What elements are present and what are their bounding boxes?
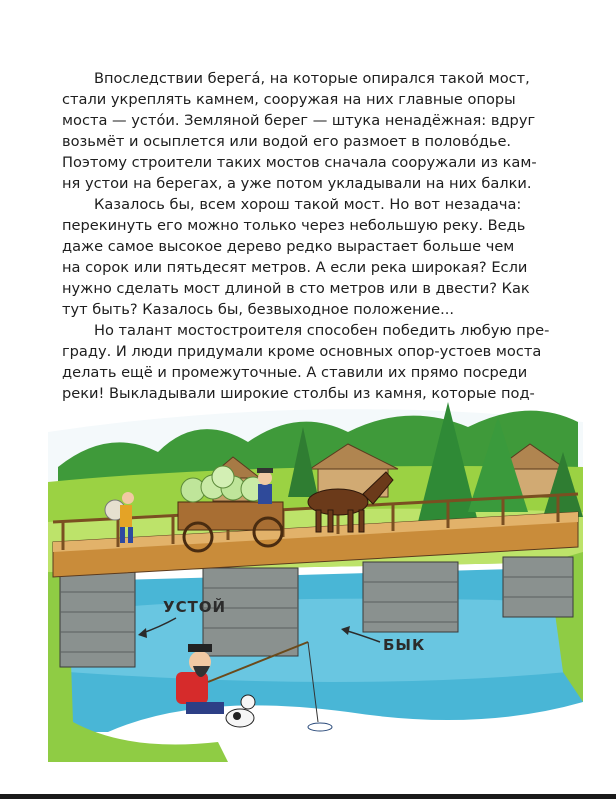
article-text <box>62 68 562 404</box>
abutment-left <box>60 572 135 667</box>
text-line: Но талант мостостроителя способен победить любую пре- <box>94 322 550 339</box>
text-line: Впоследствии берегá, на которые опирался такой мост, <box>94 70 530 87</box>
bridge-illustration <box>48 372 583 762</box>
label-abutment: УСТОЙ <box>163 598 227 616</box>
text-line: стали укреплять камнем, сооружая на них главные опоры <box>62 91 516 108</box>
paragraph-1 <box>62 68 562 194</box>
text-line: реки! Выкладывали широкие столбы из камня, которые под- <box>62 385 535 402</box>
label-pier: БЫК <box>383 636 426 654</box>
text-line: ня устои на берегах, а уже потом укладывали на них балки. <box>62 175 532 192</box>
text-line: моста — устóи. Земляной берег — штука ненадёжная: вдруг <box>62 112 536 129</box>
text-line: делать ещё и промежуточные. А ставили их прямо посреди <box>62 364 528 381</box>
page-bottom-bar <box>0 794 616 799</box>
text-line: граду. И люди придумали кроме основных опор-устоев моста <box>62 343 542 360</box>
river-light <box>68 599 568 682</box>
text-line: на сорок или пятьдесят метров. А если река широкая? Если <box>62 259 528 276</box>
text-line: Поэтому строители таких мостов сначала сооружали из кам- <box>62 154 537 171</box>
text-line: перекинуть его можно только через небольшую реку. Ведь <box>62 217 526 234</box>
text-line: тут быть? Казалось бы, безвыходное положение... <box>62 301 454 318</box>
paragraph-2 <box>62 194 562 320</box>
text-line: возьмёт и осыплется или водой его размоет в половóдье. <box>62 133 512 150</box>
abutment-right <box>503 557 573 617</box>
text-line: даже самое высокое дерево редко вырастает больше чем <box>62 238 515 255</box>
text-line: нужно сделать мост длиной в сто метров или в двести? Как <box>62 280 530 297</box>
text-line: Казалось бы, всем хорош такой мост. Но вот незадача: <box>94 196 522 213</box>
